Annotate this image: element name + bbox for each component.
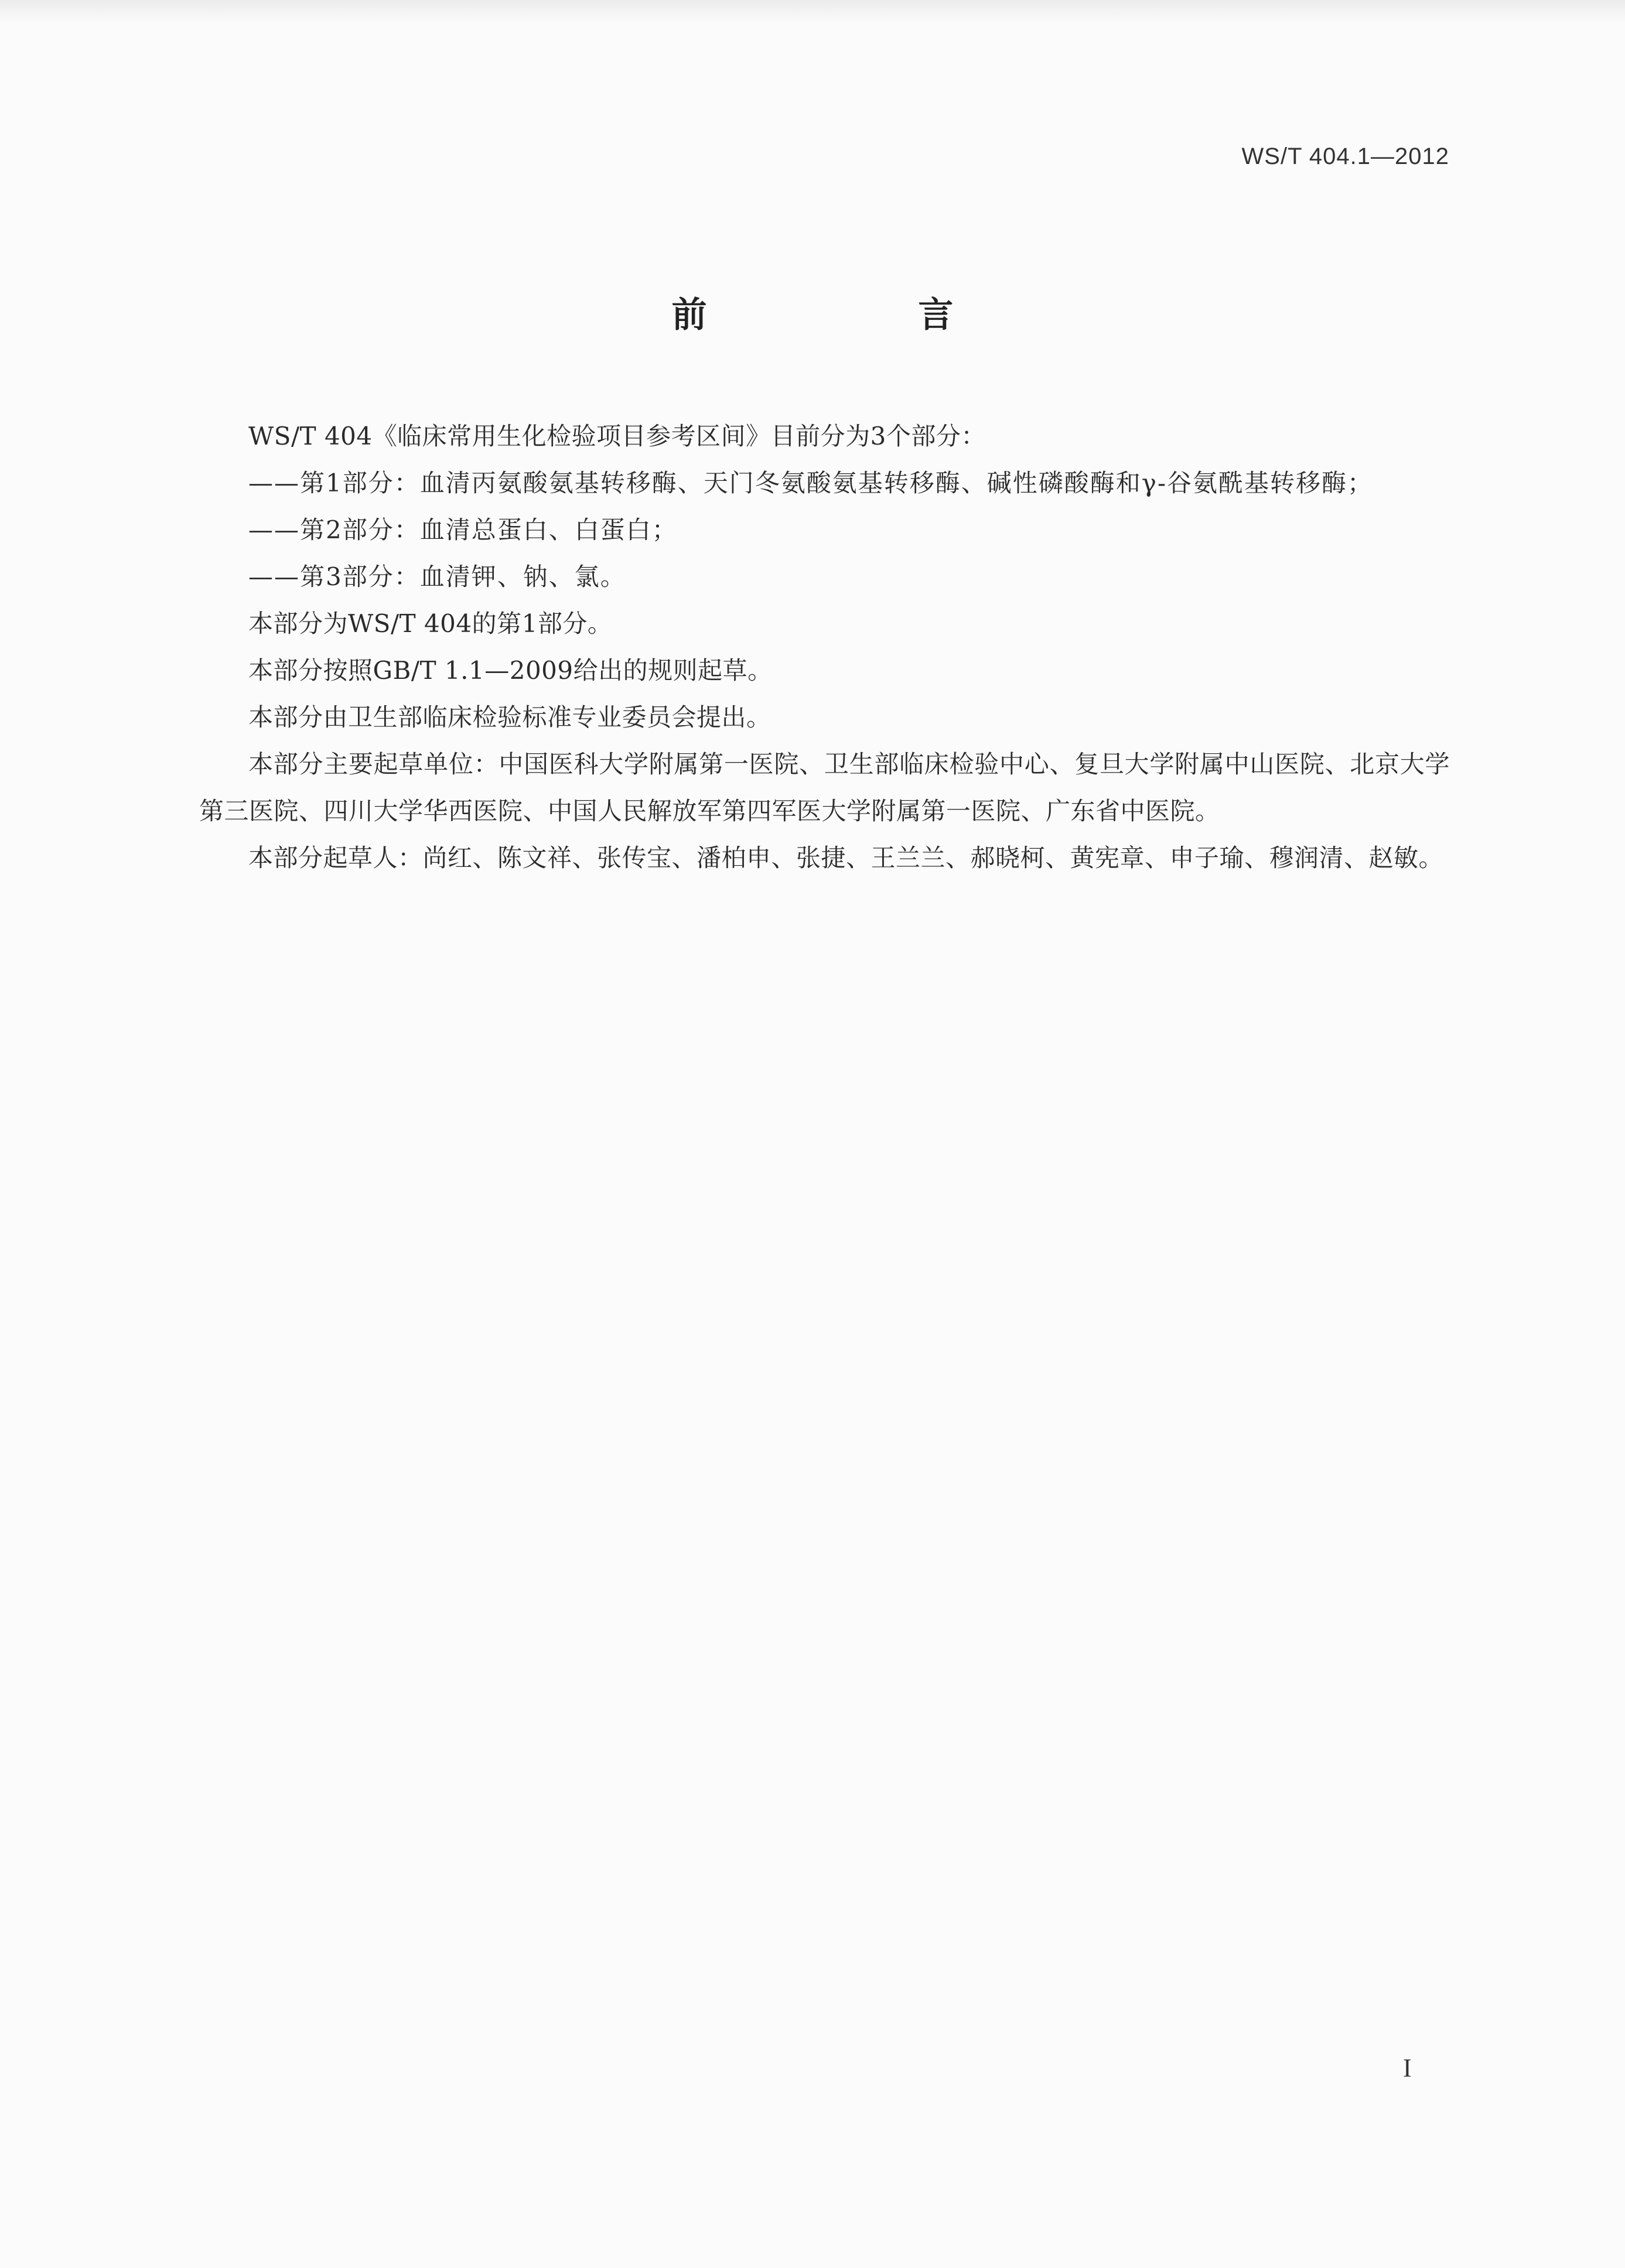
foreword-body [199,413,1450,882]
page-number: I [1403,2054,1412,2082]
drafting-rule-paragraph: 本部分按照GB/T 1.1—2009给出的规则起草。 [248,656,773,685]
drafters-paragraph: 本部分起草人：尚红、陈文祥、张传宝、潘柏申、张捷、王兰兰、郝晓柯、黄宪章、申子瑜、穆润清、赵敏。 [248,843,1444,872]
drafting-units-paragraph: 本部分主要起草单位：中国医科大学附属第一医院、卫生部临床检验中心、复旦大学附属中山医院、北京大学第三医院、四川大学华西医院、中国人民解放军第四军医大学附属第一医院、广东省中医院。 [199,750,1450,825]
standard-code: WS/T 404.1—2012 [1241,144,1449,169]
intro-paragraph: WS/T 404《临床常用生化检验项目参考区间》目前分为3个部分： [248,422,986,450]
proposer-paragraph: 本部分由卫生部临床检验标准专业委员会提出。 [248,703,771,732]
this-part-paragraph: 本部分为WS/T 404的第1部分。 [248,609,613,638]
part-2-item: ——第2部分：血清总蛋白、白蛋白； [248,515,678,544]
part-1-item: ——第1部分：血清丙氨酸氨基转移酶、天门冬氨酸氨基转移酶、碱性磷酸酶和γ-谷氨酰基转移酶； [248,469,1374,497]
part-3-item: ——第3部分：血清钾、钠、氯。 [248,562,626,591]
page-title: 前 言 [671,295,1053,336]
scan-edge-shading [0,0,1625,23]
